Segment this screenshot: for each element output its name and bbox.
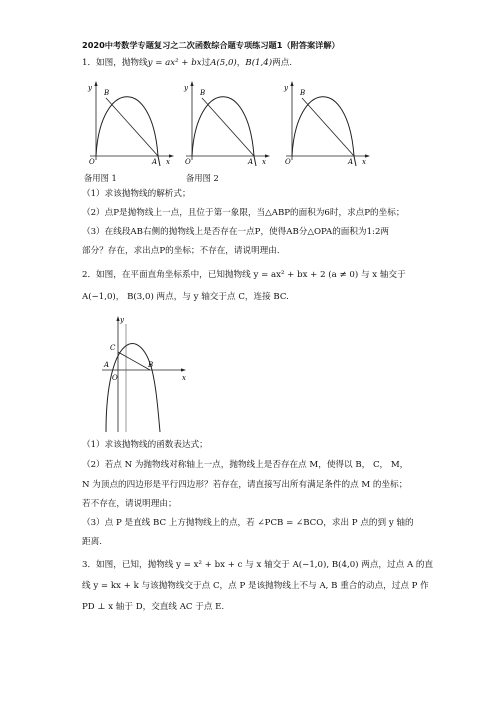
q1-figure-spare-1: [182, 80, 274, 168]
label-b: B: [148, 361, 154, 369]
label-a: A: [348, 158, 354, 166]
q1-part1: （1）求该抛物线的解析式；: [82, 189, 191, 199]
q2-part3-line2: 距离.: [82, 537, 102, 547]
caption-spare-2: 备用图 2: [186, 173, 219, 183]
label-o: O: [285, 158, 291, 166]
label-o: O: [185, 158, 191, 166]
q1-formula: y = ax² + bx: [147, 58, 202, 68]
q1-figure-spare-2: [282, 80, 374, 168]
segment-ab: [202, 98, 254, 156]
q2-line1: 2．如图，在平面直角坐标系中，已知抛物线 y = ax² + bx + 2 (a ≠ 0) 与 x 轴交于: [82, 270, 406, 280]
label-x: x: [262, 158, 266, 166]
y-arrow: [190, 81, 193, 86]
parabola: [292, 97, 354, 156]
parabola: [192, 97, 254, 156]
label-x: x: [182, 374, 186, 382]
y-arrow: [94, 81, 97, 86]
caption-spare-1: 备用图 1: [84, 173, 117, 183]
q2-part3-line1: （3）点 P 是直线 BC 上方抛物线上的点，若 ∠PCB = ∠BCO，求出 P 点的到 y 轴的: [82, 518, 414, 528]
q2-part2-line2: N 为顶点的四边形是平行四边形？若存在，请直接写出所有满足条件的点 M 的坐标；: [82, 480, 408, 490]
q3-line1: 3．如图，已知，抛物线 y = x² + bx + c 与 x 轴交于 A(−1,0), B(4,0) 两点，过点 A 的直: [82, 560, 434, 570]
label-b: B: [104, 89, 110, 97]
page-title: 2020中考数学专题复习之二次函数综合题专项练习题1（附答案详解）: [82, 40, 340, 50]
label-a: A: [104, 361, 110, 369]
label-y: y: [120, 316, 124, 324]
parabola: [96, 97, 158, 156]
q1-point-b: B(1,4): [245, 58, 273, 68]
q2-part1: （1）求该抛物线的函数表达式；: [82, 440, 208, 450]
x-arrow: [181, 368, 186, 371]
label-o: O: [112, 374, 118, 382]
label-b: B: [200, 89, 206, 97]
q2-figure: [100, 314, 192, 434]
y-arrow: [290, 81, 293, 86]
q3-line3: PD ⊥ x 轴于 D，交直线 AC 于点 E.: [82, 602, 225, 612]
q1-part3-line2: 部分？存在，求出点P的坐标；不存在，请说明理由.: [82, 246, 280, 256]
q2-part2-line1: （2）若点 N 为抛物线对称轴上一点，抛物线上是否存在点 M，使得以 B， C， M，: [82, 460, 409, 470]
q3-line2: 线 y = kx + k 与该抛物线交于点 C，点 P 是该抛物线上不与 A, B 重合的动点，过点 P 作: [82, 581, 429, 591]
label-a: A: [152, 158, 158, 166]
label-x: x: [166, 158, 170, 166]
label-o: O: [89, 158, 95, 166]
parabola: [106, 344, 160, 432]
parabola-tail: [158, 156, 160, 166]
q1-part3-line1: （3）在线段AB右侧的抛物线上是否存在一点P，使得AB分△OPA的面积为1:2两: [82, 227, 390, 237]
q1-part2: （2）点P是抛物线上一点，且位于第一象限，当△ABP的面积为6时，求点P的坐标；: [82, 208, 405, 218]
label-a: A: [248, 158, 254, 166]
q1-point-a: A(5,0): [210, 58, 237, 68]
label-y: y: [88, 84, 92, 92]
q1-intro-through: 过: [201, 58, 211, 68]
parabola-tail: [254, 156, 256, 166]
q1-figure-main: [86, 80, 178, 168]
q1-intro-end: 两点.: [272, 58, 293, 68]
q2-line2: A(−1,0)， B(3,0) 两点，与 y 轴交于点 C，连接 BC.: [82, 292, 289, 302]
label-y: y: [184, 84, 188, 92]
segment-bc: [118, 352, 150, 370]
label-c: C: [110, 344, 116, 352]
parabola-tail: [354, 156, 356, 166]
segment-ab: [106, 98, 158, 156]
label-b: B: [300, 89, 306, 97]
q2-part2-line3: 若不存在，请说明理由；: [82, 499, 177, 509]
q1-intro: [82, 58, 292, 69]
segment-ab: [302, 98, 354, 156]
q1-sep: ，: [236, 58, 246, 68]
q1-intro-text: 1．如图，抛物线: [82, 58, 148, 68]
label-y: y: [284, 84, 288, 92]
label-x: x: [362, 158, 366, 166]
